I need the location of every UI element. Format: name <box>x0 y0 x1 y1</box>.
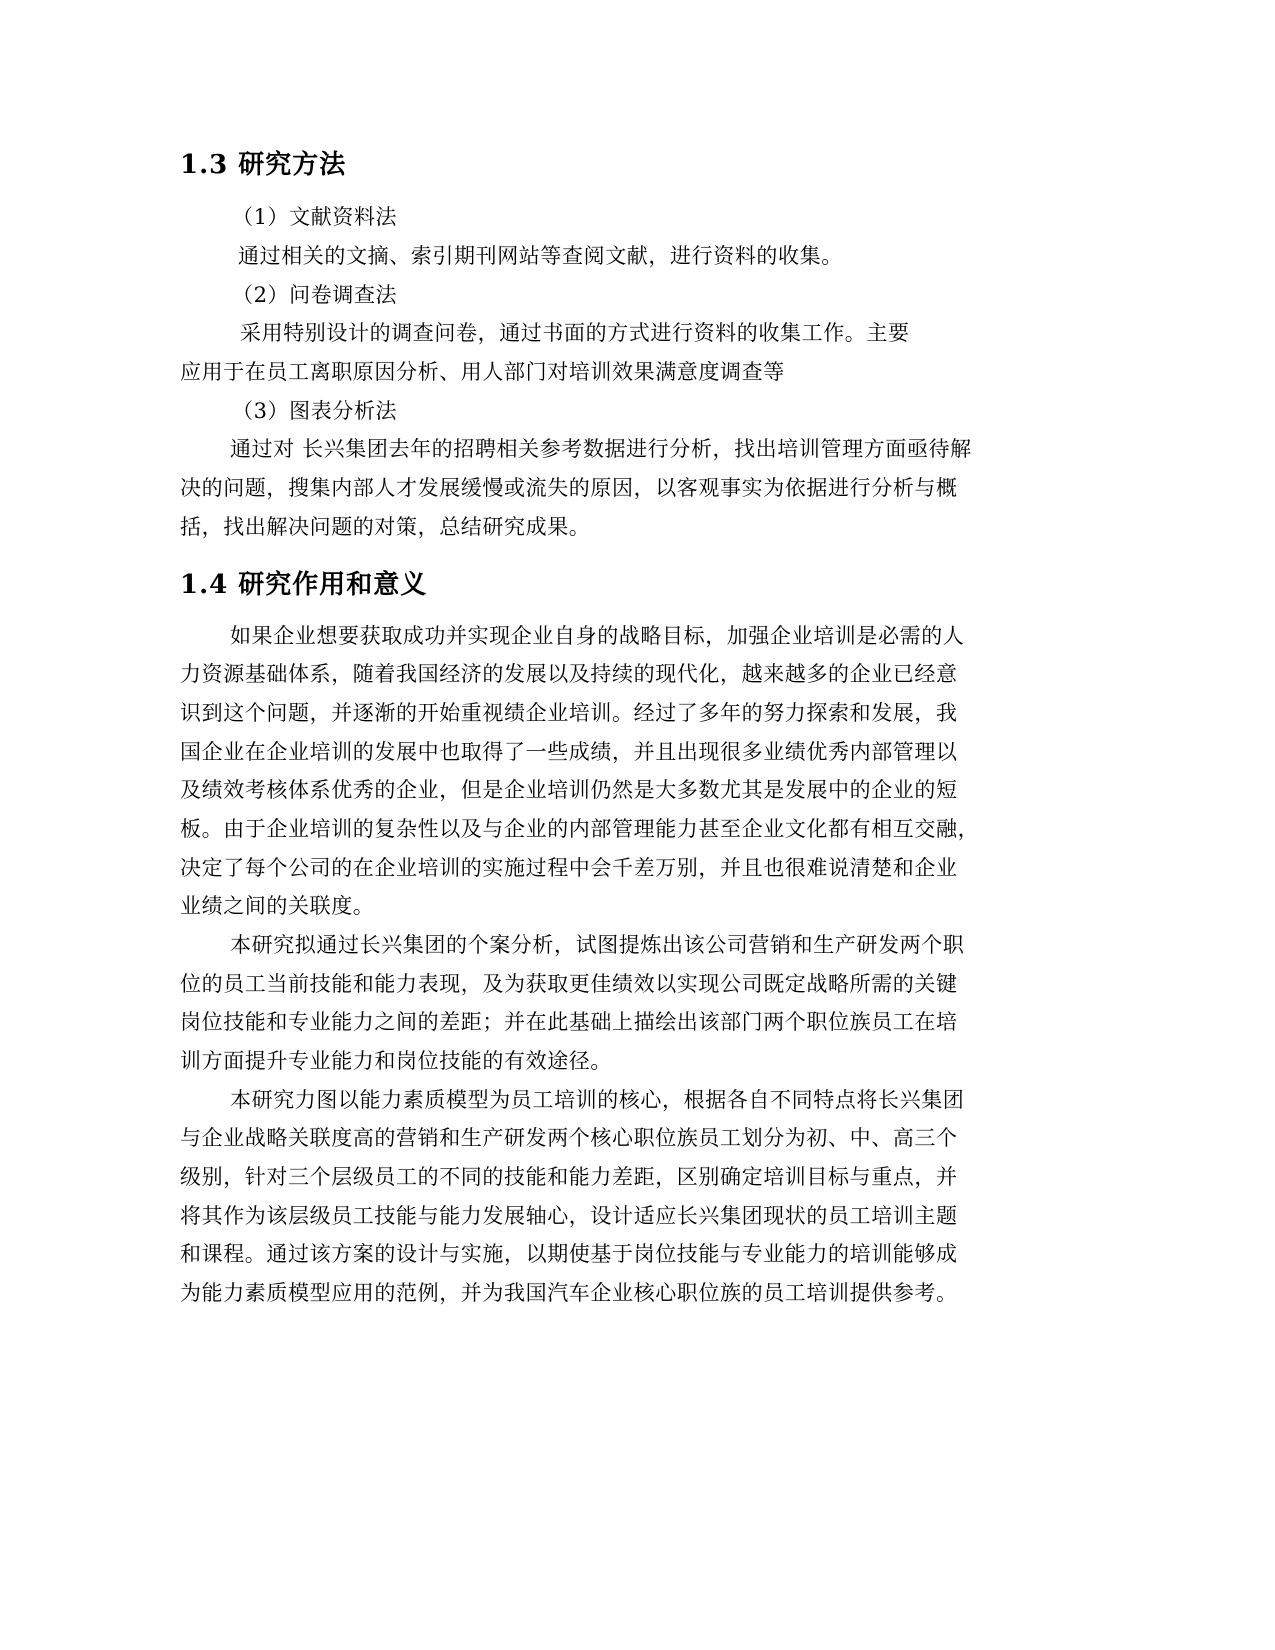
paragraph-1-line: 及绩效考核体系优秀的企业，但是企业培训仍然是大多数尤其是发展中的企业的短 <box>180 778 958 802</box>
method-3-body-line: 决的问题，搜集内部人才发展缓慢或流失的原因，以客观事实为依据进行分析与概 <box>180 476 958 500</box>
paragraph-1-line: 国企业在企业培训的发展中也取得了一些成绩，并且出现很多业绩优秀内部管理以 <box>180 740 958 764</box>
method-1-body: 通过相关的文摘、索引期刊网站等查阅文献，进行资料的收集。 <box>238 244 843 268</box>
method-3-body-line: 括，找出解决问题的对策，总结研究成果。 <box>180 515 591 539</box>
paragraph-1-line: 识到这个问题，并逐渐的开始重视绩企业培训。经过了多年的努力探索和发展，我 <box>180 701 958 725</box>
paragraph-1-line: 力资源基础体系，随着我国经济的发展以及持续的现代化，越来越多的企业已经意 <box>180 662 958 686</box>
paragraph-3-line: 级别，针对三个层级员工的不同的技能和能力差距，区别确定培训目标与重点，并 <box>180 1165 958 1189</box>
section-heading-1-4: 1.4 研究作用和意义 <box>180 570 428 600</box>
paragraph-1-line: 如果企业想要获取成功并实现企业自身的战略目标，加强企业培训是必需的人 <box>230 624 965 648</box>
section-heading-1-3: 1.3 研究方法 <box>180 150 347 180</box>
paragraph-1-line: 板。由于企业培训的复杂性以及与企业的内部管理能力甚至企业文化都有相互交融， <box>180 817 980 841</box>
method-2-body-line: 采用特别设计的调查问卷，通过书面的方式进行资料的收集工作。主要 <box>240 321 910 345</box>
paragraph-3-line: 与企业战略关联度高的营销和生产研发两个核心职位族员工划分为初、中、高三个 <box>180 1126 958 1150</box>
method-2-body-line: 应用于在员工离职原因分析、用人部门对培训效果满意度调查等 <box>180 360 785 384</box>
method-2-title: （2）问卷调查法 <box>232 283 398 307</box>
paragraph-2-line: 位的员工当前技能和能力表现，及为获取更佳绩效以实现公司既定战略所需的关键 <box>180 972 958 996</box>
paragraph-3-line: 本研究力图以能力素质模型为员工培训的核心，根据各自不同特点将长兴集团 <box>230 1088 965 1112</box>
method-3-title: （3）图表分析法 <box>232 399 398 423</box>
method-3-body-line: 通过对 长兴集团去年的招聘相关参考数据进行分析，找出培训管理方面亟待解 <box>230 437 972 461</box>
paragraph-1-line: 业绩之间的关联度。 <box>180 894 375 918</box>
paragraph-1-line: 决定了每个公司的在企业培训的实施过程中会千差万别，并且也很难说清楚和企业 <box>180 856 958 880</box>
paragraph-2-line: 训方面提升专业能力和岗位技能的有效途径。 <box>180 1049 612 1073</box>
paragraph-3-line: 将其作为该层级员工技能与能力发展轴心，设计适应长兴集团现状的员工培训主题 <box>180 1204 958 1228</box>
paragraph-3-line: 和课程。通过该方案的设计与实施，以期使基于岗位技能与专业能力的培训能够成 <box>180 1242 958 1266</box>
method-1-title: （1）文献资料法 <box>232 205 398 229</box>
paragraph-2-line: 岗位技能和专业能力之间的差距；并在此基础上描绘出该部门两个职位族员工在培 <box>180 1010 958 1034</box>
paragraph-2-line: 本研究拟通过长兴集团的个案分析，试图提炼出该公司营销和生产研发两个职 <box>230 933 965 957</box>
paragraph-3-line: 为能力素质模型应用的范例，并为我国汽车企业核心职位族的员工培训提供参考。 <box>180 1281 958 1305</box>
